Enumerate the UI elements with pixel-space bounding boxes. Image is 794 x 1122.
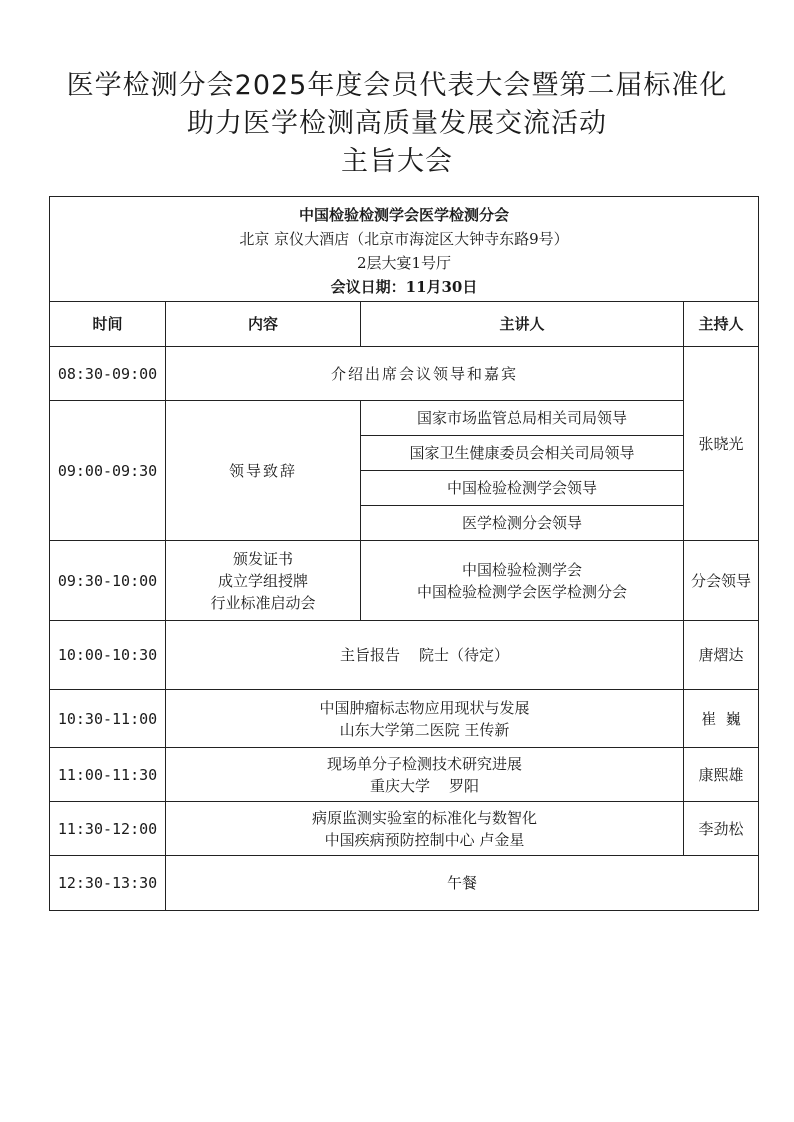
- speaker-line: 中国检验检测学会医学检测分会: [416, 582, 627, 601]
- talk-title: 中国肿瘤标志物应用现状与发展: [319, 698, 530, 717]
- row-host: 康熙雄: [684, 748, 759, 802]
- talk-speaker: 中国疾病预防控制中心 卢金星: [324, 830, 525, 849]
- row-time: 09:30-10:00: [50, 541, 166, 621]
- agenda-table: [49, 196, 759, 911]
- table-row: [50, 690, 759, 748]
- talk-title: 现场单分子检测技术研究进展: [326, 754, 522, 773]
- table-row: [50, 621, 759, 690]
- talk-speaker: 山东大学第二医院 王传新: [339, 720, 510, 739]
- header-host: 主持人: [684, 302, 759, 347]
- row-time: 10:30-11:00: [50, 690, 166, 748]
- row-speaker: 国家卫生健康委员会相关司局领导: [361, 436, 684, 471]
- content-line: 行业标准启动会: [210, 593, 316, 612]
- row-speaker: 医学检测分会领导: [361, 506, 684, 541]
- row-speaker: [361, 541, 684, 621]
- organizer-name: 中国检验检测学会医学检测分会: [299, 206, 510, 224]
- row-content: 主旨报告 院士（待定）: [166, 621, 684, 690]
- row-content: [166, 690, 684, 748]
- page-title-line-2: 助力医学检测高质量发展交流活动: [187, 108, 607, 139]
- page-title-line-3: 主旨大会: [341, 146, 453, 177]
- content-line: 成立学组授牌: [217, 571, 308, 590]
- meeting-info-block: [50, 197, 759, 302]
- table-row: [50, 802, 759, 856]
- header-speaker: 主讲人: [361, 302, 684, 347]
- row-speaker: 国家市场监管总局相关司局领导: [361, 401, 684, 436]
- row-content: [166, 748, 684, 802]
- row-time: 12:30-13:30: [50, 856, 166, 911]
- row-host: 分会领导: [684, 541, 759, 621]
- talk-title: 病原监测实验室的标准化与数智化: [311, 808, 537, 827]
- page-title-line-1: 医学检测分会2025年度会员代表大会暨第二届标准化: [66, 70, 728, 101]
- row-time: 11:30-12:00: [50, 802, 166, 856]
- table-row: [50, 541, 759, 621]
- table-header-row: [50, 302, 759, 347]
- row-time: 09:00-09:30: [50, 401, 166, 541]
- talk-speaker: 重庆大学 罗阳: [369, 776, 480, 795]
- row-time: 10:00-10:30: [50, 621, 166, 690]
- row-content: 介绍出席会议领导和嘉宾: [166, 347, 684, 401]
- hall: 2层大宴1号厅: [356, 254, 452, 272]
- row-host: 李劲松: [684, 802, 759, 856]
- table-row: [50, 401, 759, 436]
- row-content: 领导致辞: [166, 401, 361, 541]
- row-host: 唐熠达: [684, 621, 759, 690]
- content-line: 颁发证书: [232, 549, 293, 568]
- row-host: 张晓光: [684, 347, 759, 541]
- header-content: 内容: [166, 302, 361, 347]
- row-time: 11:00-11:30: [50, 748, 166, 802]
- row-host: 崔 巍: [684, 690, 759, 748]
- venue: 北京 京仪大酒店（北京市海淀区大钟寺东路9号）: [239, 230, 569, 248]
- row-speaker: 中国检验检测学会领导: [361, 471, 684, 506]
- speaker-line: 中国检验检测学会: [461, 560, 582, 579]
- row-time: 08:30-09:00: [50, 347, 166, 401]
- table-row: [50, 856, 759, 911]
- row-content: [166, 802, 684, 856]
- row-content: [166, 541, 361, 621]
- meeting-date: 会议日期：11月30日: [330, 278, 478, 296]
- header-time: 时间: [50, 302, 166, 347]
- table-row: [50, 347, 759, 401]
- table-row: [50, 748, 759, 802]
- row-content: 午餐: [166, 856, 759, 911]
